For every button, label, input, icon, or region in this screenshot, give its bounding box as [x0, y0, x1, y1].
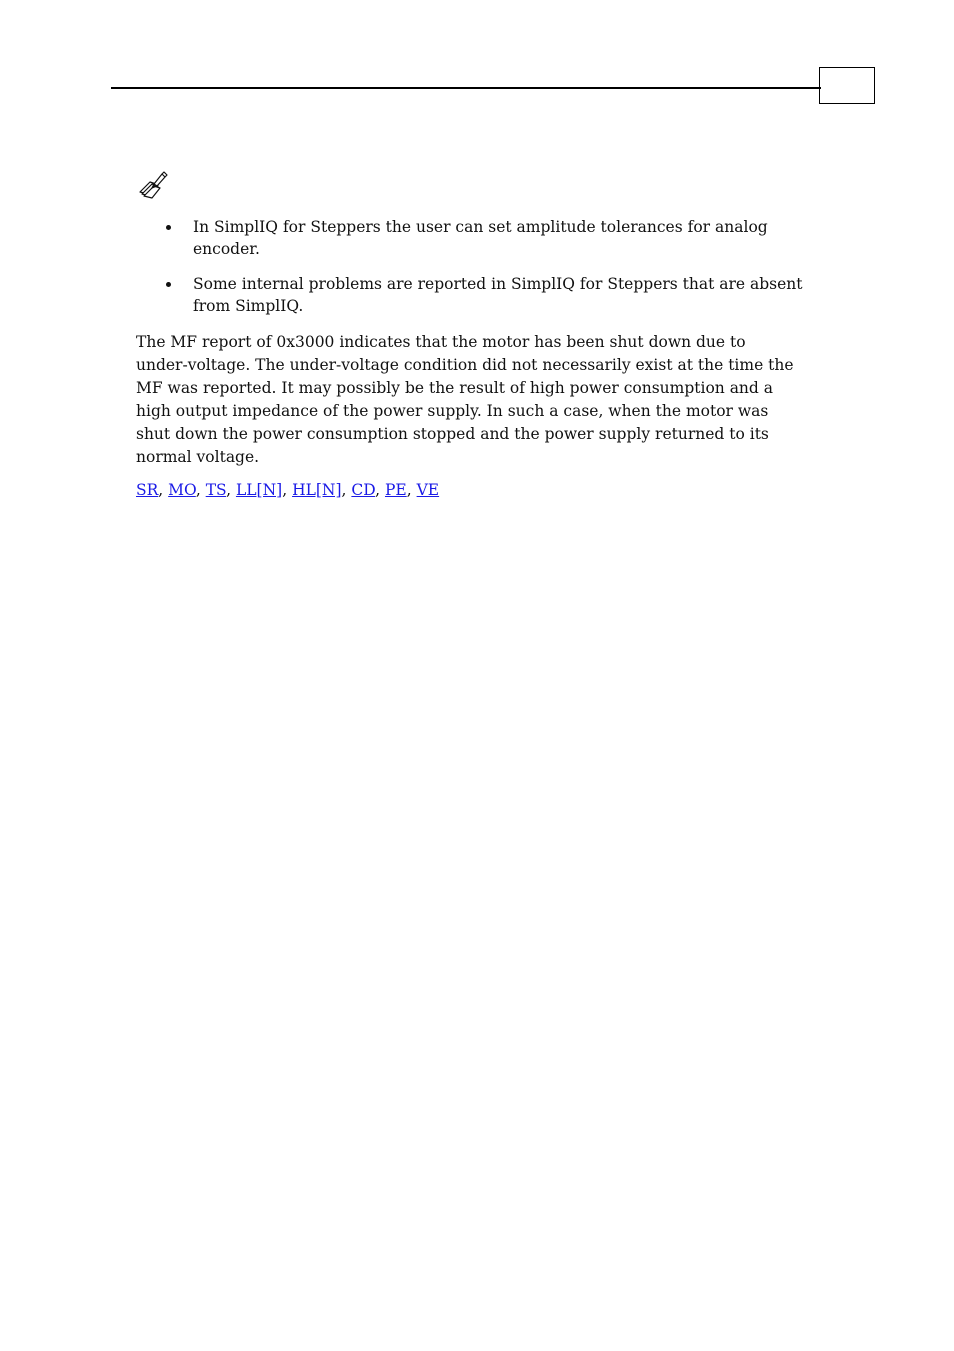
- link-ts[interactable]: TS: [205, 481, 227, 499]
- link-mo[interactable]: MO: [168, 481, 196, 499]
- link-separator: ,: [226, 481, 236, 499]
- note-pencil-icon: [136, 170, 168, 202]
- link-separator: ,: [375, 481, 385, 499]
- list-item: [164, 273, 824, 317]
- see-also-links: [136, 479, 439, 502]
- link-hl[interactable]: HL[N]: [292, 481, 342, 499]
- link-separator: ,: [341, 481, 352, 499]
- bullet-dot-icon: [166, 282, 171, 287]
- link-separator: ,: [406, 481, 417, 499]
- link-pe[interactable]: PE: [384, 481, 407, 499]
- body-paragraph: The MF report of 0x3000 indicates that the motor has been shut down due to under-voltage. The under-voltage condition did not necessarily exist at the time the MF was reported. It may possibly be the result of high power consumption and a high output impedance of the power supply. In such a case, when the motor was shut down the power consumption stopped and the power supply returned to its normal voltage.: [136, 333, 794, 466]
- link-separator: ,: [282, 481, 293, 499]
- link-ve[interactable]: VE: [416, 481, 440, 499]
- bullet-list: [164, 216, 824, 330]
- list-item: [164, 216, 824, 260]
- header-rule: [111, 87, 821, 89]
- link-cd[interactable]: CD: [351, 481, 376, 499]
- link-ll[interactable]: LL[N]: [235, 481, 283, 499]
- bullet-dot-icon: [166, 225, 171, 230]
- page-number-box: [819, 67, 875, 104]
- link-separator: ,: [158, 481, 169, 499]
- bullet-text: Some internal problems are reported in SimplIQ for Steppers that are absent from SimplIQ.: [193, 275, 803, 315]
- link-sr[interactable]: SR: [136, 481, 159, 499]
- bullet-text: In SimplIQ for Steppers the user can set amplitude tolerances for analog encoder.: [193, 218, 768, 258]
- link-separator: ,: [195, 481, 206, 499]
